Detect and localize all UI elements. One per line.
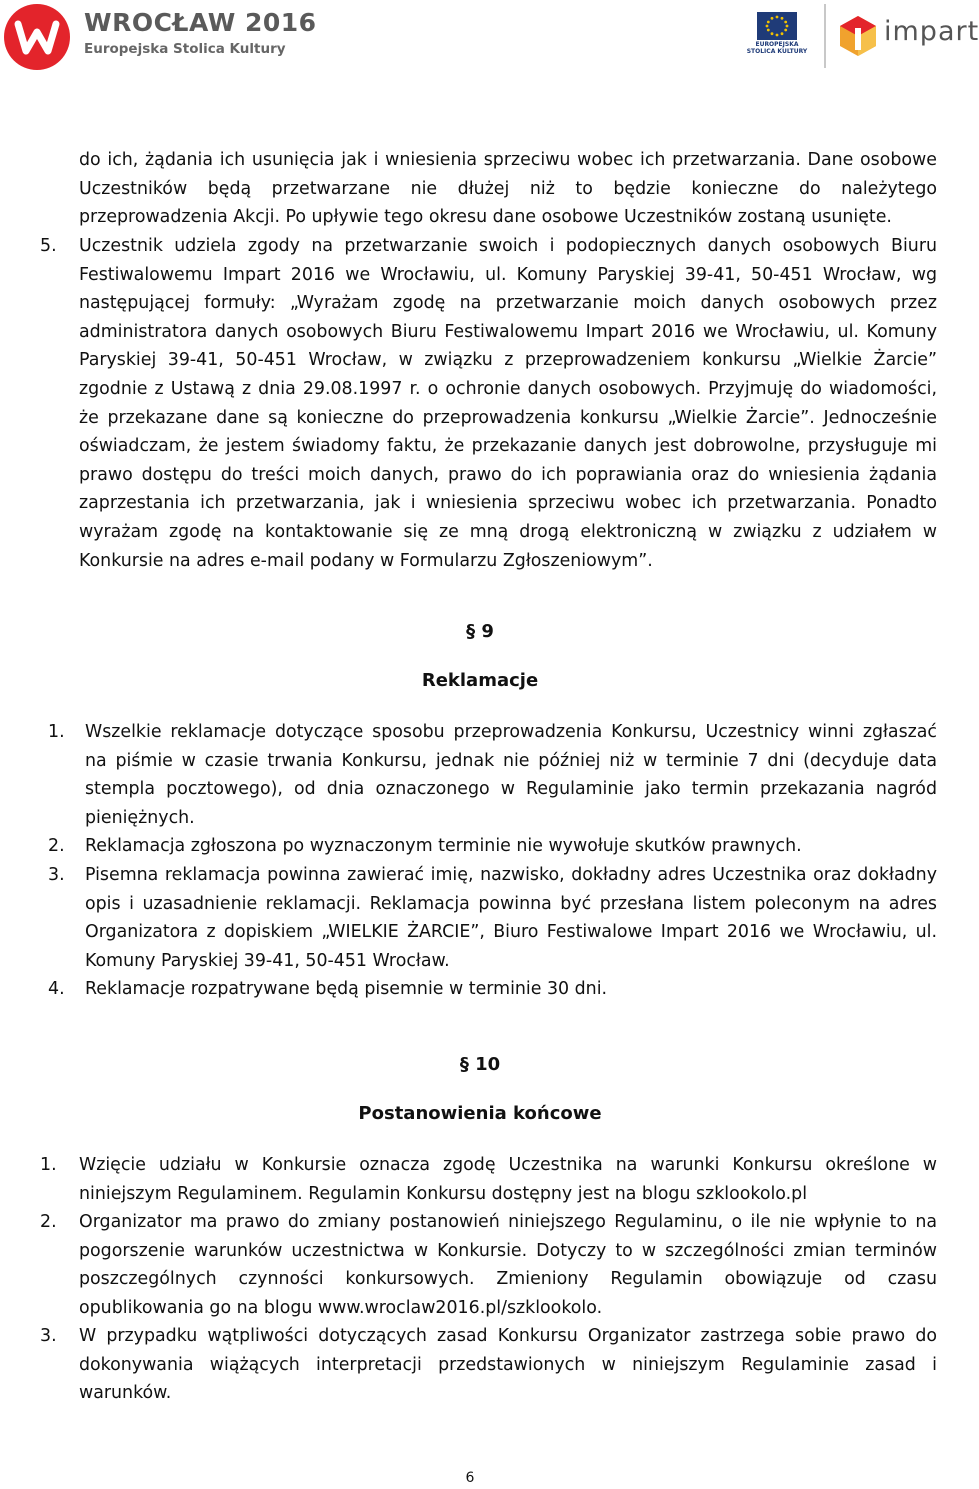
- s9-item-4-text: Reklamacje rozpatrywane będą pisemnie w terminie 30 dni.: [85, 979, 608, 999]
- section-10-number: § 10: [459, 1054, 501, 1075]
- wroclaw-2016-logo-icon: [4, 4, 70, 70]
- section-9-number: § 9: [466, 621, 494, 642]
- s9-item-4-number: 4.: [48, 979, 65, 999]
- section-10-title: Postanowienia końcowe: [358, 1103, 602, 1124]
- s10-item-1-text: Wzięcie udziału w Konkursie oznacza zgodę Uczestnika na warunki Konkursu określone w niniejszym Regulaminem. Regulamin Konkursu dostępny jest na blogu szklookolo.pl: [79, 1155, 937, 1204]
- brand-title: WROCŁAW 2016: [84, 8, 317, 37]
- s9-item-1-text: Wszelkie reklamacje dotyczące sposobu przeprowadzenia Konkursu, Uczestnicy winni zgłaszać na piśmie w czasie trwania Konkursu, jednak nie później niż w terminie 7 dni (decyduje data stempla pocztowego), od dnia oznaczonego w Regulaminie jako termin przekazania nagród pieniężnych.: [85, 722, 937, 828]
- item-5-text: Uczestnik udziela zgody na przetwarzanie swoich i podopiecznych danych osobowych Biuru Festiwalowemu Impart 2016 we Wrocławiu, ul. Komuny Paryskiej 39-41, 50-451 Wrocław, wg następującej formuły: „Wyrażam zgodę na przetwarzanie moich danych osobowych przez administratora danych osobowych Biuru Festiwalowemu Impart 2016 we Wrocławiu, ul. Komuny Paryskiej 39-41, 50-451 Wrocław, w związku z przeprowadzeniem konkursu „Wielkie Żarcie” zgodnie z Ustawą z dnia 29.08.1997 r. o ochronie danych osobowych. Przyjmuję do wiadomości, że przekazane dane są konieczne do przeprowadzenia konkursu „Wielkie Żarcie”. Jednocześnie oświadczam, że jestem świadomy faktu, że przekazanie danych jest dobrowolne, przysługuje mi prawo dostępu do treści moich danych, prawo do ich poprawiania oraz do wniesienia żądania zaprzestania ich przetwarzania, jak i wniesienia sprzeciwu wobec ich przetwarzania. Ponadto wyrażam zgodę na kontaktowanie się ze mną drogą elektroniczną w związku z udziałem w Konkursie na adres e-mail podany w Formularzu Zgłoszeniowym”.: [79, 236, 937, 571]
- s10-item-2-number: 2.: [40, 1212, 57, 1232]
- header-divider: [824, 4, 826, 68]
- item-5-number: 5.: [40, 236, 57, 256]
- s10-item-3-text: W przypadku wątpliwości dotyczących zasad Konkursu Organizator zastrzega sobie prawo do dokonywania wiążących interpretacji przedstawionych w niniejszym Regulaminie zasad i warunków.: [79, 1326, 937, 1404]
- s9-item-2-number: 2.: [48, 836, 65, 856]
- s9-item-1-number: 1.: [48, 722, 65, 742]
- s10-item-1-number: 1.: [40, 1155, 57, 1175]
- eu-label: EUROPEJSKA STOLICA KULTURY: [746, 41, 808, 55]
- continued-paragraph: do ich, żądania ich usunięcia jak i wniesienia sprzeciwu wobec ich przetwarzania. Dane osobowe Uczestników będą przetwarzane nie dłużej niż to będzie konieczne do należytego przeprowadzenia Akcji. Po upływie tego okresu dane osobowe Uczestników zostaną usunięte.: [79, 150, 937, 228]
- s9-item-3-number: 3.: [48, 865, 65, 885]
- s10-item-2-text: Organizator ma prawo do zmiany postanowień niniejszego Regulaminu, o ile nie wpłynie to na pogorszenie warunków uczestnictwa w Konkursie. Dotyczy to w szczególności zmian terminów poszczególnych czynności konkursowych. Zmieniony Regulamin obowiązuje od czasu opublikowania go na blogu www.wroclaw2016.pl/szklookolo.: [79, 1212, 937, 1318]
- impart-logo-icon: [838, 14, 878, 56]
- page-number: 6: [465, 1470, 475, 1486]
- s9-item-3-text: Pisemna reklamacja powinna zawierać imię, nazwisko, dokładny adres Uczestnika oraz dokładny opis i uzasadnienie reklamacji. Reklamacja powinna być przesłana listem poleconym na adres Organizatora z dopiskiem „WIELKIE ŻARCIE”, Biuro Festiwalowe Impart 2016 we Wrocławiu, ul. Komuny Paryskiej 39-41, 50-451 Wrocław.: [85, 865, 937, 971]
- s9-item-2-text: Reklamacja zgłoszona po wyznaczonym terminie nie wywołuje skutków prawnych.: [85, 836, 802, 856]
- s10-item-3-number: 3.: [40, 1326, 57, 1346]
- page-header: [0, 0, 979, 75]
- impart-label: impart: [884, 16, 979, 47]
- section-9-title: Reklamacje: [421, 670, 539, 691]
- brand-subtitle: Europejska Stolica Kultury: [84, 41, 286, 57]
